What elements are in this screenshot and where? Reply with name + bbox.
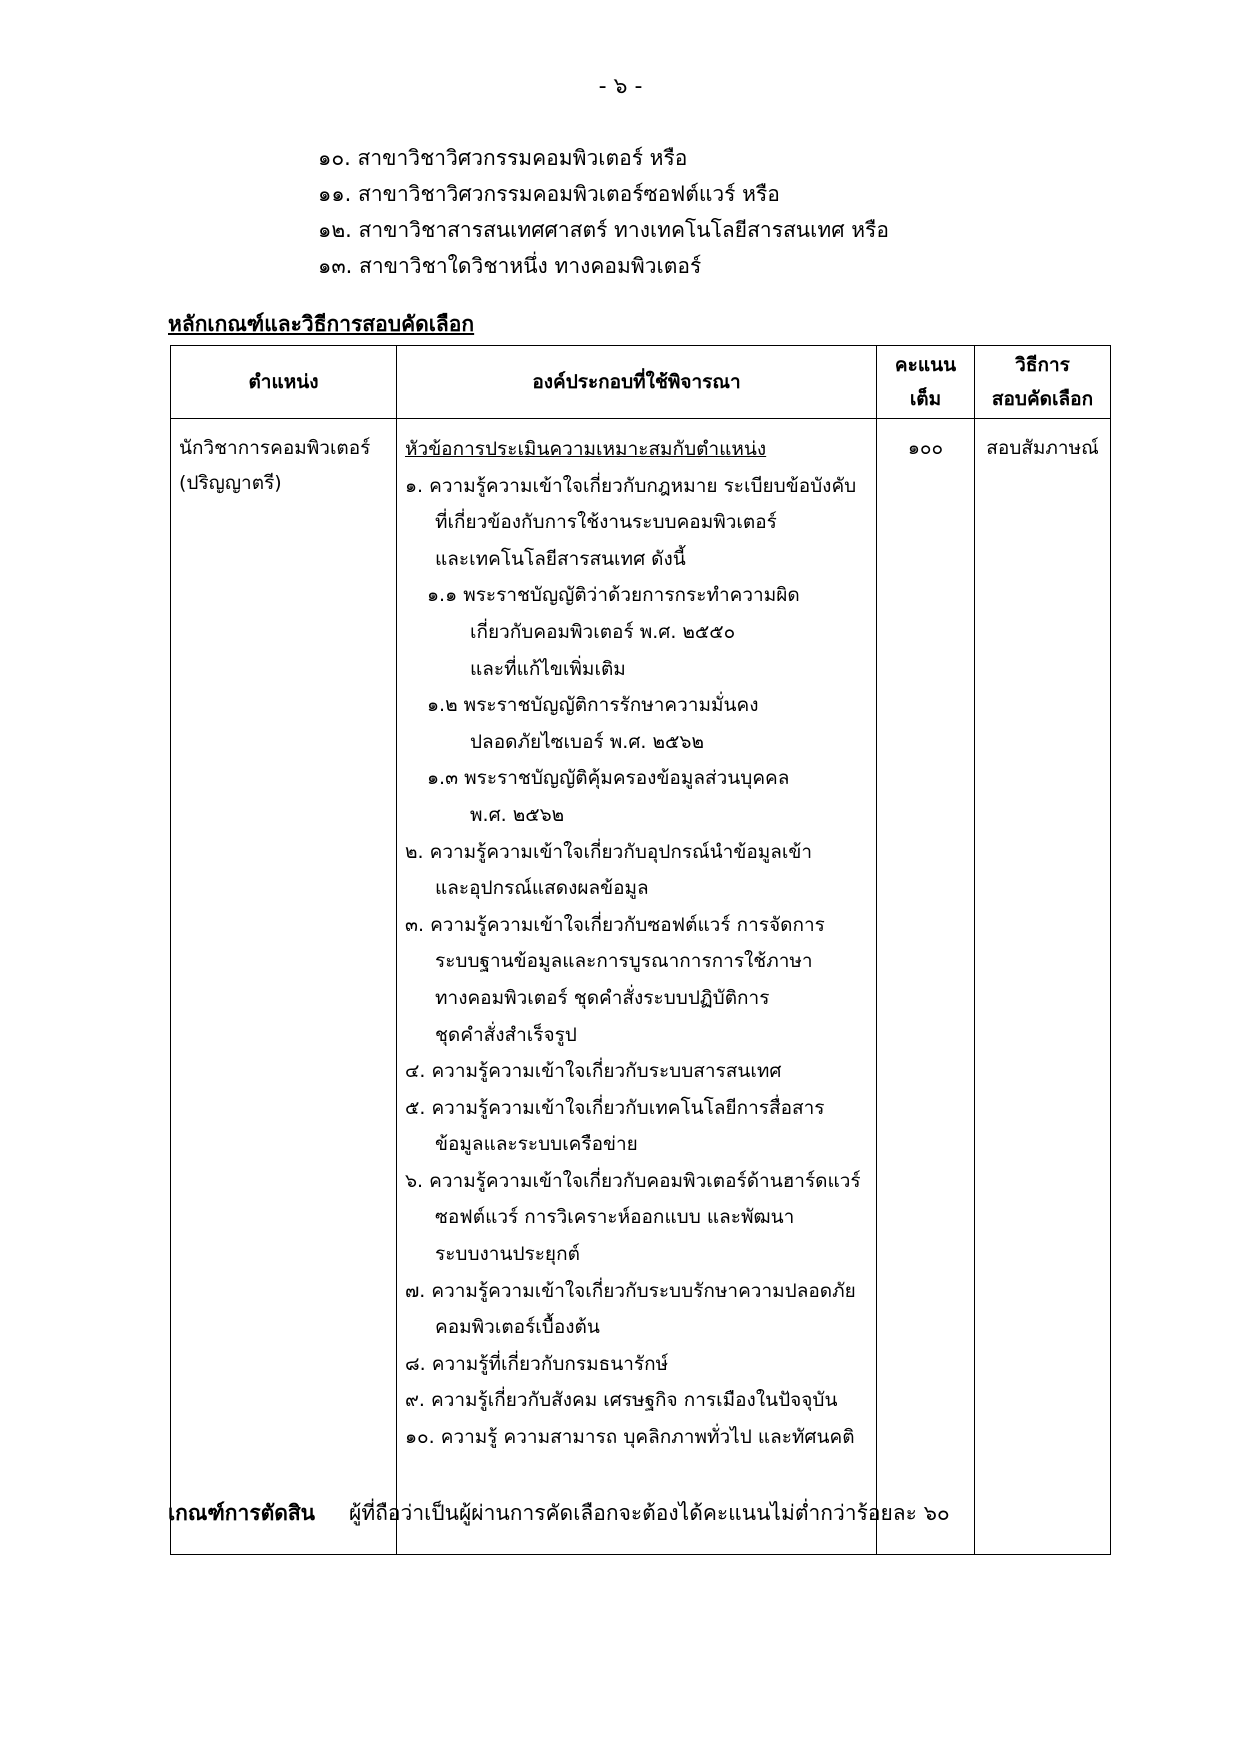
position-degree: (ปริญญาตรี) bbox=[179, 472, 282, 494]
score-cell: ๑๐๐ bbox=[877, 419, 975, 1555]
criteria-line: ซอฟต์แวร์ การวิเคราะห์ออกแบบ และพัฒนา bbox=[435, 1206, 795, 1229]
criteria-line: ที่เกี่ยวข้องกับการใช้งานระบบคอมพิวเตอร์ bbox=[435, 511, 777, 534]
criteria-line: ๕. ความรู้ความเข้าใจเกี่ยวกับเทคโนโลยีการสื่อสาร bbox=[405, 1096, 825, 1119]
header-criteria: องค์ประกอบที่ใช้พิจารณา bbox=[397, 346, 877, 419]
page-number: - ๖ - bbox=[598, 74, 643, 99]
list-item: ๑๐. สาขาวิชาวิศวกรรมคอมพิวเตอร์ หรือ bbox=[318, 146, 688, 170]
decision-label: เกณฑ์การตัดสิน bbox=[168, 1501, 316, 1525]
criteria-line: และอุปกรณ์แสดงผลข้อมูล bbox=[435, 877, 649, 900]
criteria-line: ระบบงานประยุกต์ bbox=[435, 1243, 580, 1266]
criteria-heading: หัวข้อการประเมินความเหมาะสมกับตำแหน่ง bbox=[405, 438, 767, 460]
decision-criteria bbox=[168, 1497, 950, 1530]
table-row bbox=[171, 419, 1111, 1555]
decision-text: ผู้ที่ถือว่าเป็นผู้ผ่านการคัดเลือกจะต้องได้คะแนนไม่ต่ำกว่าร้อยละ ๖๐ bbox=[349, 1501, 950, 1525]
criteria-line: ทางคอมพิวเตอร์ ชุดคำสั่งระบบปฏิบัติการ bbox=[435, 986, 770, 1009]
criteria-line: ๙. ความรู้เกี่ยวกับสังคม เศรษฐกิจ การเมืองในปัจจุบัน bbox=[405, 1389, 838, 1412]
criteria-line: และที่แก้ไขเพิ่มเติม bbox=[470, 657, 626, 680]
header-method-line1: วิธีการ bbox=[1015, 354, 1070, 376]
criteria-line: ๓. ความรู้ความเข้าใจเกี่ยวกับซอฟต์แวร์ การจัดการ bbox=[405, 913, 825, 936]
criteria-line: ข้อมูลและระบบเครือข่าย bbox=[435, 1133, 638, 1156]
criteria-line: ปลอดภัยไซเบอร์ พ.ศ. ๒๕๖๒ bbox=[470, 730, 704, 753]
list-item: ๑๑. สาขาวิชาวิศวกรรมคอมพิวเตอร์ซอฟต์แวร์ หรือ bbox=[318, 182, 780, 206]
list-item: ๑๒. สาขาวิชาสารสนเทศศาสตร์ ทางเทคโนโลยีสารสนเทศ หรือ bbox=[318, 218, 889, 242]
criteria-line: ๘. ความรู้ที่เกี่ยวกับกรมธนารักษ์ bbox=[405, 1352, 669, 1375]
header-method bbox=[975, 346, 1111, 419]
criteria-line: ๑.๑ พระราชบัญญัติว่าด้วยการกระทำความผิด bbox=[427, 584, 800, 607]
position-cell bbox=[171, 419, 397, 1555]
criteria-line: พ.ศ. ๒๕๖๒ bbox=[470, 803, 565, 826]
criteria-line: ๑๐. ความรู้ ความสามารถ บุคลิกภาพทั่วไป และทัศนคติ bbox=[405, 1426, 855, 1449]
criteria-line: ๔. ความรู้ความเข้าใจเกี่ยวกับระบบสารสนเทศ bbox=[405, 1060, 782, 1083]
criteria-line: คอมพิวเตอร์เบื้องต้น bbox=[435, 1316, 600, 1339]
criteria-line: ๑. ความรู้ความเข้าใจเกี่ยวกับกฎหมาย ระเบียบข้อบังคับ bbox=[405, 474, 857, 497]
criteria-line: ระบบฐานข้อมูลและการบูรณาการการใช้ภาษา bbox=[435, 950, 813, 973]
majors-list bbox=[318, 140, 889, 284]
criteria-line: ชุดคำสั่งสำเร็จรูป bbox=[435, 1023, 577, 1046]
header-position: ตำแหน่ง bbox=[171, 346, 397, 419]
table-header-row bbox=[171, 346, 1111, 419]
header-score-line1: คะแนน bbox=[894, 354, 957, 376]
criteria-line: ๑.๒ พระราชบัญญัติการรักษาความมั่นคง bbox=[427, 694, 759, 717]
section-title: หลักเกณฑ์และวิธีการสอบคัดเลือก bbox=[168, 312, 475, 336]
header-score-line2: เต็ม bbox=[909, 388, 942, 410]
criteria-line: เกี่ยวกับคอมพิวเตอร์ พ.ศ. ๒๕๕๐ bbox=[470, 620, 736, 643]
header-method-line2: สอบคัดเลือก bbox=[991, 388, 1094, 410]
list-item: ๑๓. สาขาวิชาใดวิชาหนึ่ง ทางคอมพิวเตอร์ bbox=[318, 254, 702, 278]
header-score bbox=[877, 346, 975, 419]
criteria-line: ๑.๓ พระราชบัญญัติคุ้มครองข้อมูลส่วนบุคคล bbox=[427, 767, 790, 790]
criteria-table bbox=[170, 345, 1111, 1555]
criteria-line: ๖. ความรู้ความเข้าใจเกี่ยวกับคอมพิวเตอร์ด้านฮาร์ดแวร์ bbox=[405, 1169, 861, 1192]
criteria-line: และเทคโนโลยีสารสนเทศ ดังนี้ bbox=[435, 547, 686, 570]
criteria-line: ๗. ความรู้ความเข้าใจเกี่ยวกับระบบรักษาความปลอดภัย bbox=[405, 1279, 856, 1302]
method-cell: สอบสัมภาษณ์ bbox=[975, 419, 1111, 1555]
criteria-line: ๒. ความรู้ความเข้าใจเกี่ยวกับอุปกรณ์นำข้อมูลเข้า bbox=[405, 840, 813, 863]
criteria-cell bbox=[397, 419, 877, 1555]
position-title: นักวิชาการคอมพิวเตอร์ bbox=[179, 437, 371, 459]
